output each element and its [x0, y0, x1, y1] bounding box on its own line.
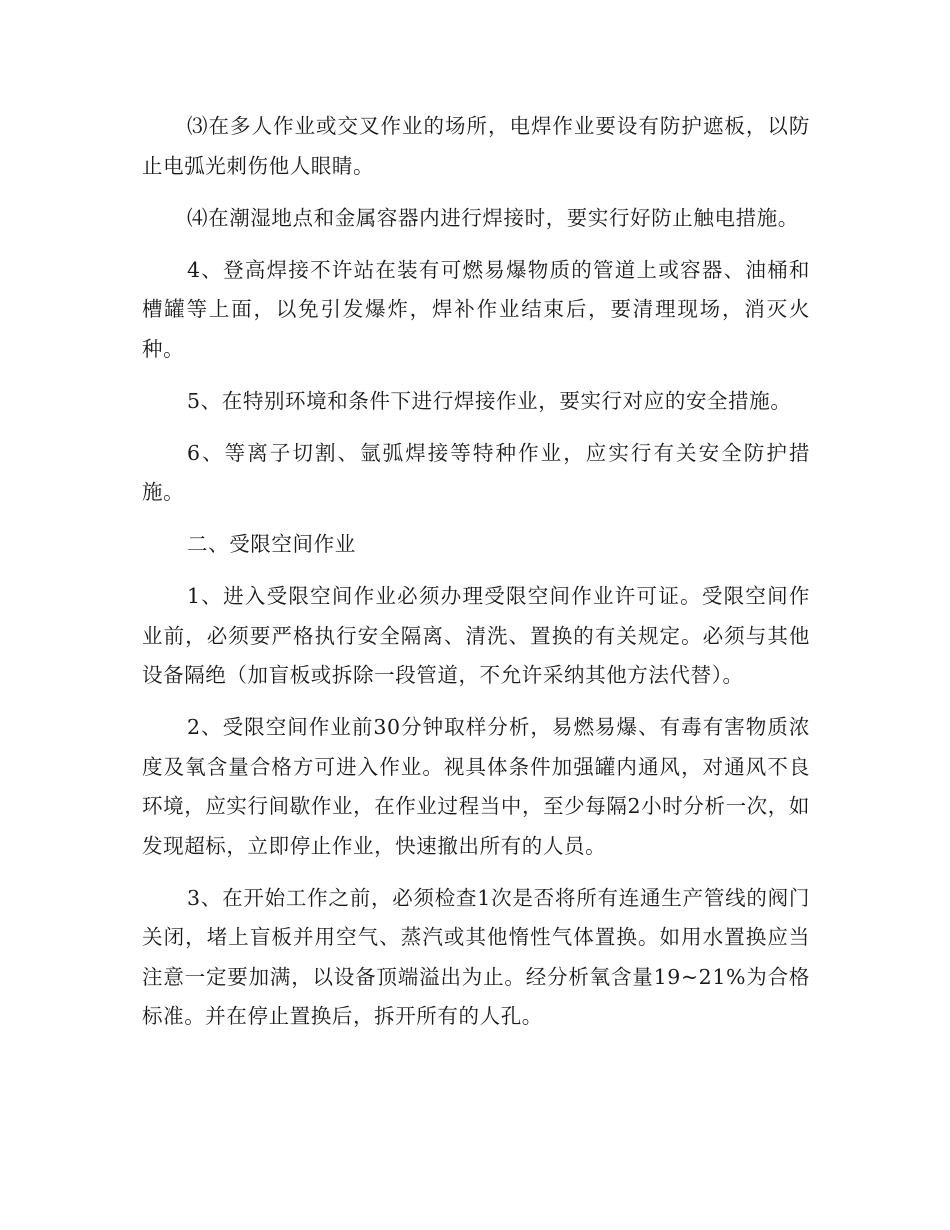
paragraph-confined-2: 2、受限空间作业前30分钟取样分析，易燃易爆、有毒有害物质浓度及氧含量合格方可进入作业。视具体条件加强罐内通风，对通风不良环境，应实行间歇作业，在作业过程当中，至少每隔2小时分析一次，如发现超标，立即停止作业，快速撤出所有的人员。: [142, 715, 810, 858]
section-heading-confined-space: 二、受限空间作业: [187, 532, 356, 556]
paragraph-item-5: 5、在特别环境和条件下进行焊接作业，要实行对应的安全措施。: [187, 388, 792, 413]
paragraph-welding-4: ⑷在潮湿地点和金属容器内进行焊接时，要实行好防止触电措施。: [187, 205, 799, 230]
document-body: [142, 107, 810, 1049]
paragraph-confined-3: 3、在开始工作之前，必须检查1次是否将所有连通生产管线的阀门关闭，堵上盲板并用空气、蒸汽或其他惰性气体置换。如用水置换应当注意一定要加满，以设备顶端溢出为止。经分析氧含量19~21%为合格标准。并在停止置换后，拆开所有的人孔。: [142, 885, 810, 1028]
paragraph-welding-3: ⑶在多人作业或交叉作业的场所，电焊作业要设有防护遮板，以防止电弧光刺伤他人眼睛。: [142, 114, 810, 178]
paragraph-item-6: 6、等离子切割、氩弧焊接等特种作业，应实行有关安全防护措施。: [142, 440, 810, 504]
paragraph-confined-1: 1、进入受限空间作业必须办理受限空间作业许可证。受限空间作业前，必须要严格执行安全隔离、清洗、置换的有关规定。必须与其他设备隔绝（加盲板或拆除一段管道，不允许采纳其他方法代替）。: [142, 584, 810, 687]
paragraph-item-4: 4、登高焊接不许站在装有可燃易爆物质的管道上或容器、油桶和槽罐等上面，以免引发爆炸，焊补作业结束后，要清理现场，消灭火种。: [142, 257, 810, 361]
